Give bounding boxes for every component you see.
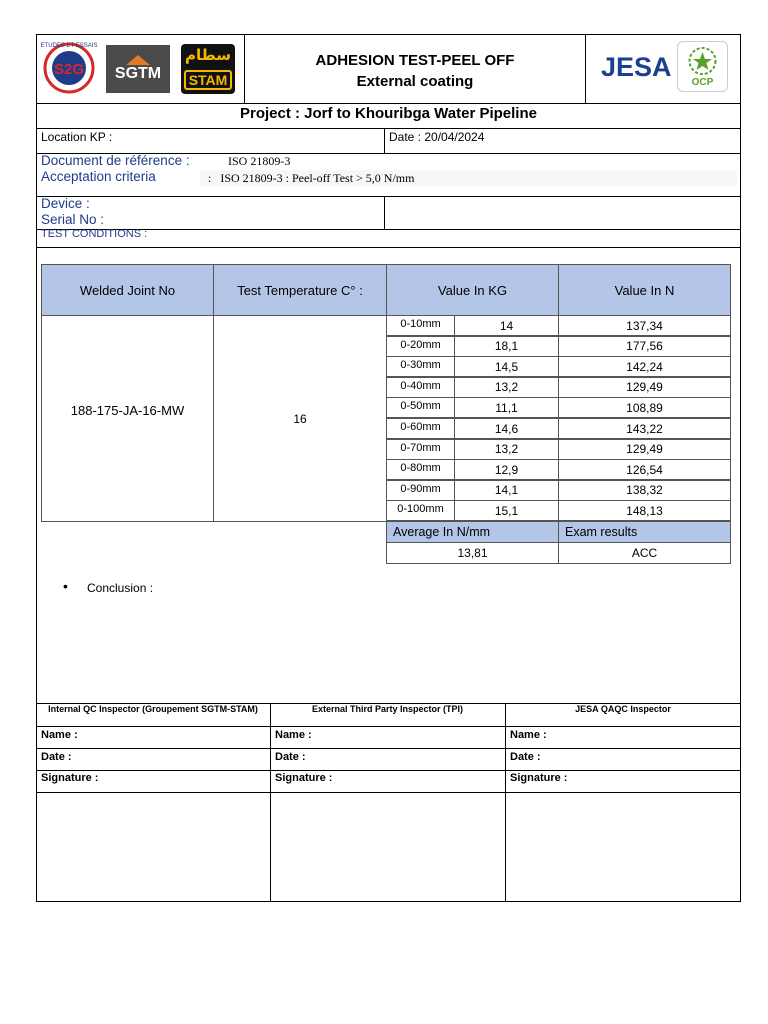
name-label-2: Name : bbox=[275, 729, 312, 741]
document-ref-label: Document de référence : bbox=[41, 153, 190, 168]
signature-label-3: Signature : bbox=[510, 772, 568, 784]
signature-hline-2 bbox=[36, 748, 741, 749]
device-label: Device : bbox=[41, 196, 90, 211]
range-cell: 0-100mm bbox=[386, 500, 455, 521]
name-label-1: Name : bbox=[41, 729, 78, 741]
header-test-temperature: Test Temperature C° : bbox=[213, 264, 387, 316]
kg-value-cell: 18,1 bbox=[454, 336, 559, 357]
signature-label-1: Signature : bbox=[41, 772, 99, 784]
serial-label: Serial No : bbox=[41, 212, 105, 227]
date-label-2: Date : bbox=[275, 751, 306, 763]
n-value-cell: 129,49 bbox=[558, 439, 731, 460]
jesa-logo: JESA bbox=[601, 52, 672, 82]
kg-value-cell: 11,1 bbox=[454, 397, 559, 418]
date-label-3: Date : bbox=[510, 751, 541, 763]
project-title: Project : Jorf to Khouribga Water Pipeline bbox=[240, 105, 537, 122]
range-cell: 0-80mm bbox=[386, 459, 455, 480]
name-label-3: Name : bbox=[510, 729, 547, 741]
header-value-n: Value In N bbox=[558, 264, 731, 316]
range-cell: 0-20mm bbox=[386, 336, 455, 357]
conclusion-bullet: • bbox=[63, 578, 68, 594]
temperature-cell: 16 bbox=[213, 315, 387, 522]
conclusion-label: Conclusion : bbox=[87, 581, 154, 595]
signature-hline-1 bbox=[36, 726, 741, 727]
kg-value-cell: 15,1 bbox=[454, 500, 559, 521]
signature-hline-3 bbox=[36, 770, 741, 771]
n-value-cell: 129,49 bbox=[558, 377, 731, 398]
welded-joint-cell: 188-175-JA-16-MW bbox=[41, 315, 214, 522]
n-value-cell: 148,13 bbox=[558, 500, 731, 521]
ocp-star-icon bbox=[678, 44, 727, 78]
exam-results-label-cell: Exam results bbox=[558, 521, 731, 543]
signature-label-2: Signature : bbox=[275, 772, 333, 784]
document-subtitle: External coating bbox=[356, 73, 474, 90]
date-text: Date : 20/04/2024 bbox=[389, 130, 485, 144]
header-welded-joint: Welded Joint No bbox=[41, 264, 214, 316]
range-cell: 0-60mm bbox=[386, 418, 455, 439]
range-cell: 0-30mm bbox=[386, 356, 455, 377]
range-cell: 0-90mm bbox=[386, 480, 455, 501]
sig-col-internal-qc: Internal QC Inspector (Groupement SGTM-STAM) bbox=[48, 704, 258, 714]
ocp-logo bbox=[677, 41, 728, 92]
s2g-ring-text: ETUDES ET ESSAIS bbox=[40, 43, 98, 49]
n-value-cell: 137,34 bbox=[558, 315, 731, 336]
range-cell: 0-70mm bbox=[386, 439, 455, 460]
signature-frame bbox=[36, 703, 741, 902]
stam-arabic-text: سطام bbox=[185, 46, 231, 64]
exam-result-value-cell: ACC bbox=[558, 542, 731, 564]
location-label: Location KP : bbox=[41, 130, 113, 144]
n-value-cell: 138,32 bbox=[558, 480, 731, 501]
acceptance-value: : ISO 21809-3 : Peel-off Test > 5,0 N/mm bbox=[208, 171, 415, 185]
signature-divider-1 bbox=[270, 703, 271, 902]
header-value-kg: Value In KG bbox=[386, 264, 559, 316]
sig-col-jesa: JESA QAQC Inspector bbox=[575, 704, 671, 714]
n-value-cell: 177,56 bbox=[558, 336, 731, 357]
s2g-mark-text: S2G bbox=[53, 61, 85, 78]
signature-divider-2 bbox=[505, 703, 506, 902]
range-cell: 0-10mm bbox=[386, 315, 455, 336]
sgtm-roof-icon bbox=[126, 55, 150, 65]
document-ref-value: ISO 21809-3 bbox=[228, 154, 291, 168]
signature-hline-4 bbox=[36, 792, 741, 793]
range-cell: 0-50mm bbox=[386, 397, 455, 418]
kg-value-cell: 14,6 bbox=[454, 418, 559, 439]
sgtm-logo bbox=[106, 45, 170, 93]
stam-latin-text: STAM bbox=[184, 70, 232, 90]
acceptance-label: Acceptation criteria bbox=[41, 169, 156, 184]
n-value-cell: 126,54 bbox=[558, 459, 731, 480]
kg-value-cell: 12,9 bbox=[454, 459, 559, 480]
header-title-box bbox=[244, 34, 586, 104]
s2g-logo bbox=[38, 38, 100, 94]
kg-value-cell: 14,1 bbox=[454, 480, 559, 501]
n-value-cell: 142,24 bbox=[558, 356, 731, 377]
document-title: ADHESION TEST-PEEL OFF bbox=[315, 52, 515, 69]
kg-value-cell: 14,5 bbox=[454, 356, 559, 377]
date-label-1: Date : bbox=[41, 751, 72, 763]
sig-col-tpi: External Third Party Inspector (TPI) bbox=[311, 704, 464, 714]
stam-logo bbox=[181, 44, 235, 94]
n-value-cell: 143,22 bbox=[558, 418, 731, 439]
kg-value-cell: 14 bbox=[454, 315, 559, 336]
device-right-cell bbox=[384, 196, 741, 230]
ocp-logo-text: OCP bbox=[691, 77, 714, 88]
kg-value-cell: 13,2 bbox=[454, 439, 559, 460]
range-cell: 0-40mm bbox=[386, 377, 455, 398]
average-label-cell: Average In N/mm bbox=[386, 521, 559, 543]
kg-value-cell: 13,2 bbox=[454, 377, 559, 398]
n-value-cell: 108,89 bbox=[558, 397, 731, 418]
test-conditions-label: TEST CONDITIONS : bbox=[41, 228, 148, 240]
average-value-cell: 13,81 bbox=[386, 542, 559, 564]
sgtm-logo-text: SGTM bbox=[114, 65, 162, 82]
